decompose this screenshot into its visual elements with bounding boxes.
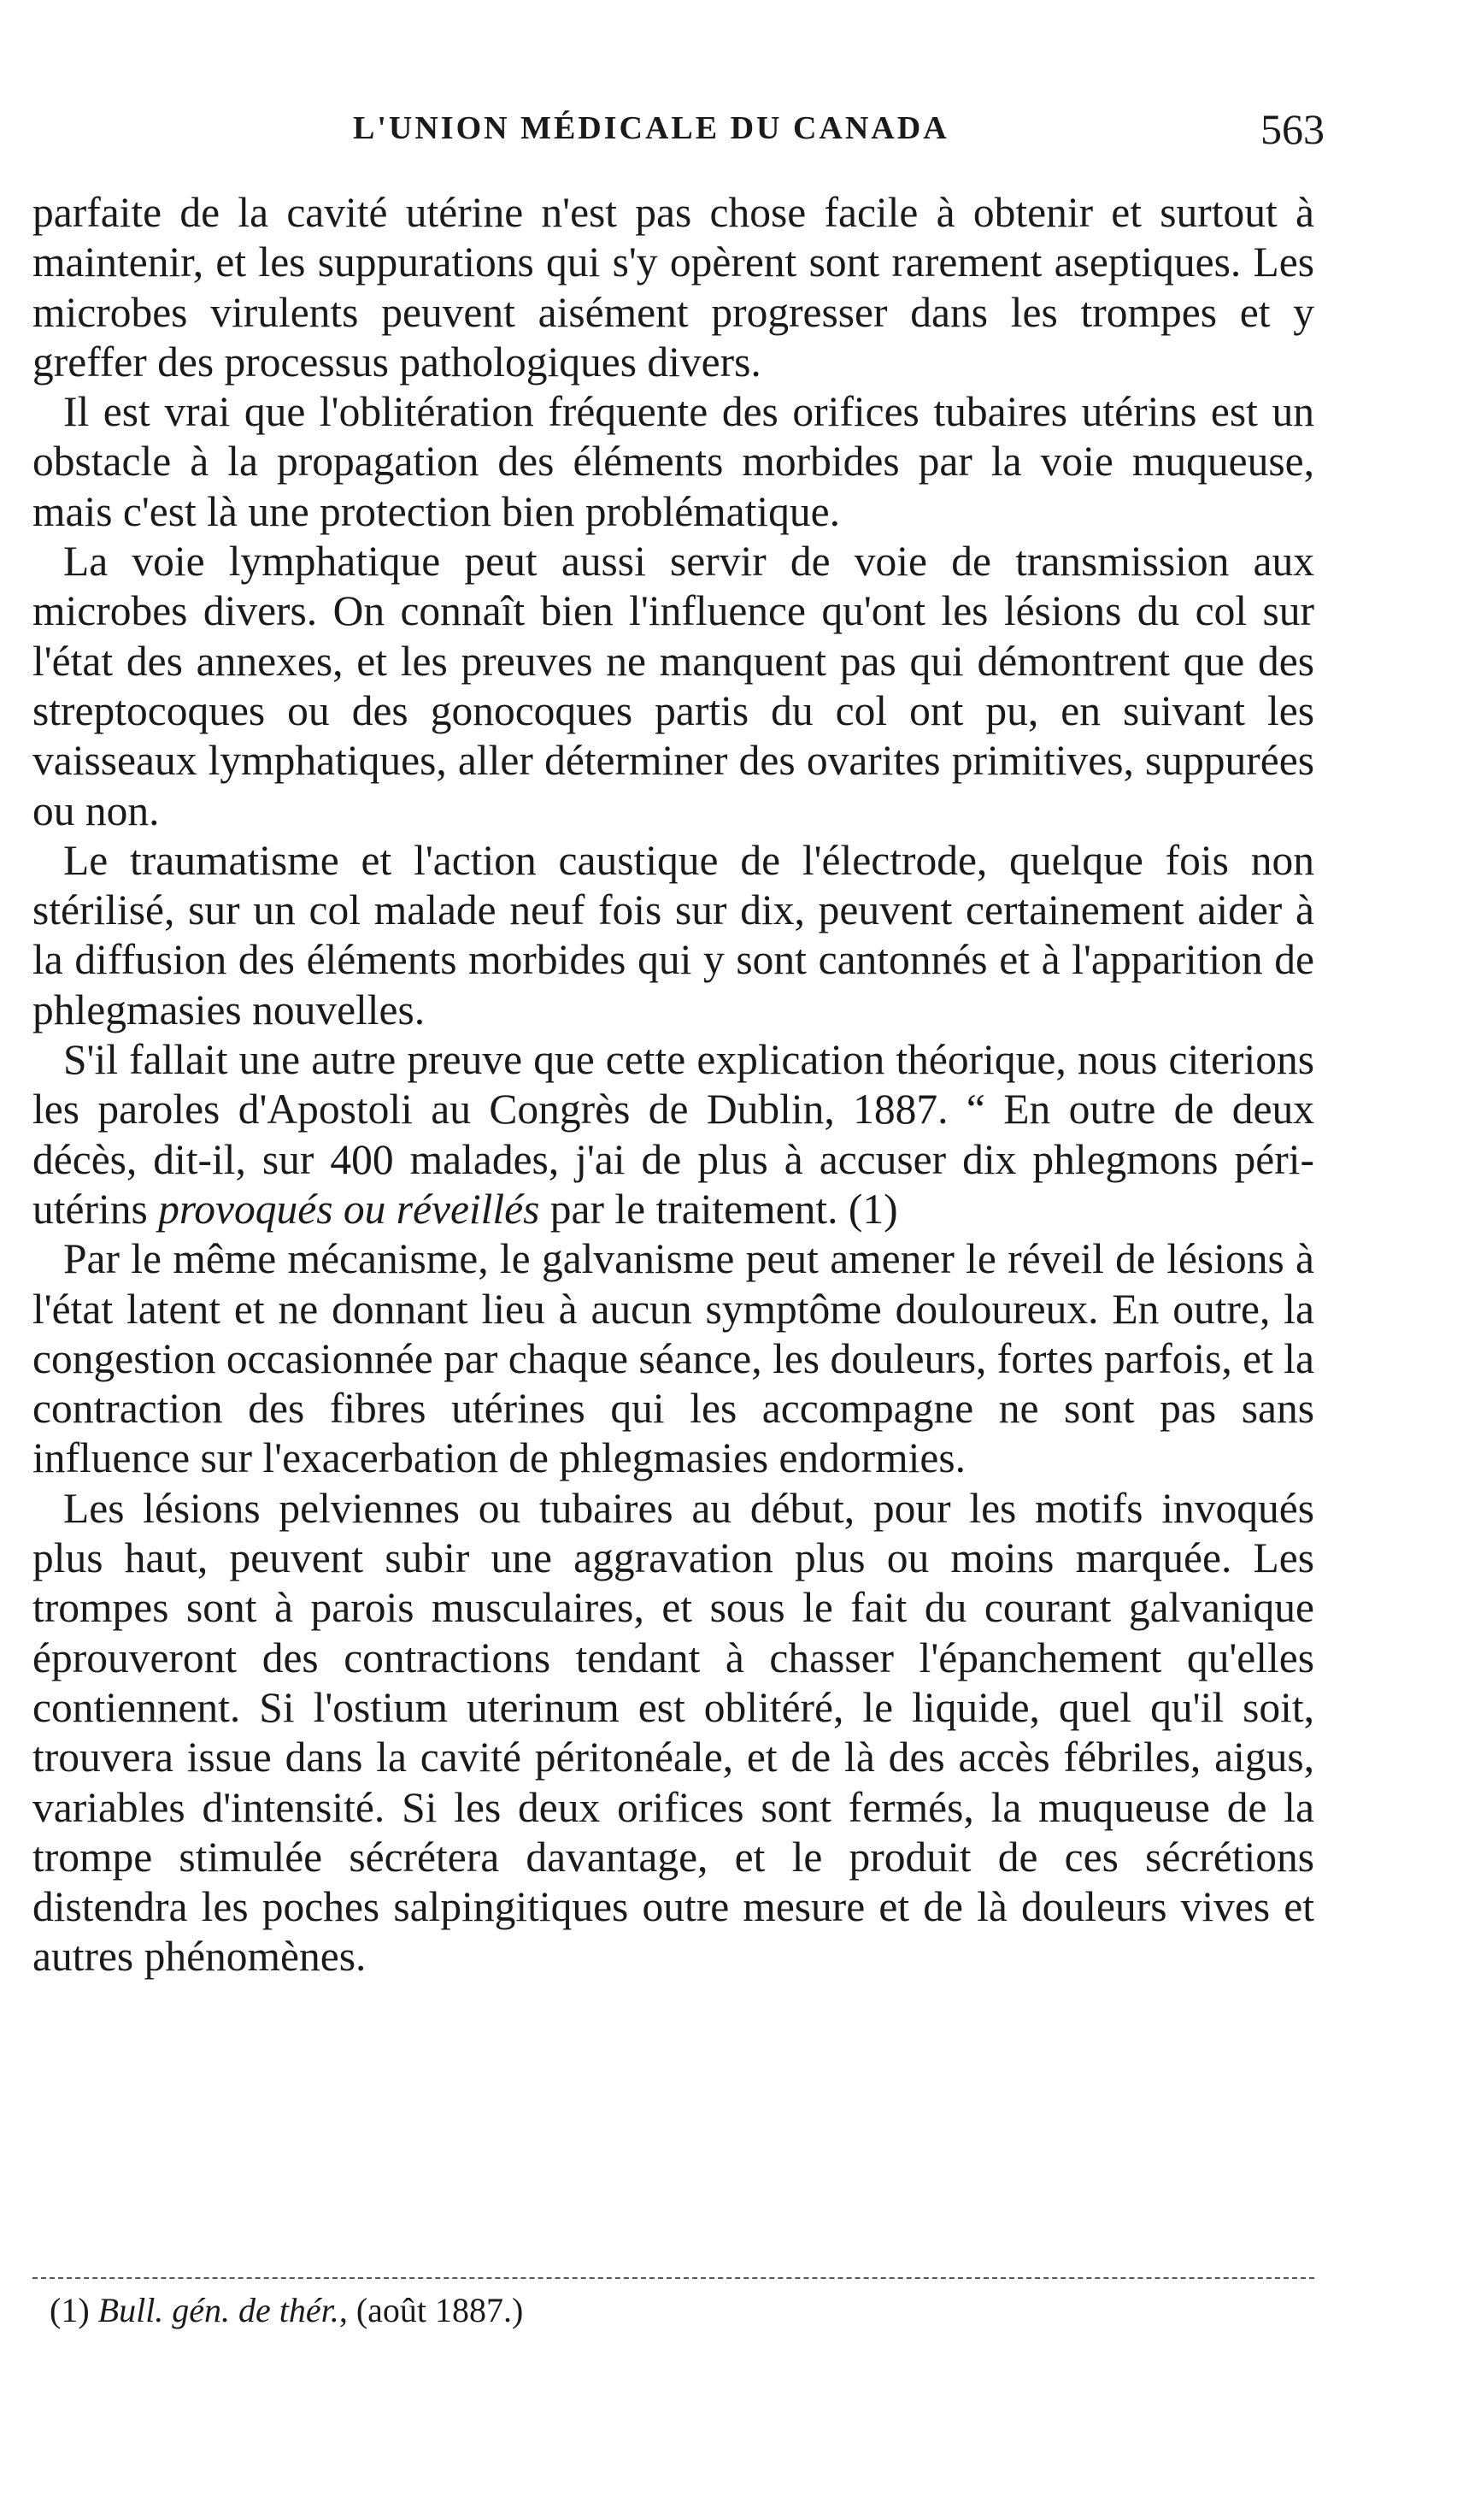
footnote-marker: (1) xyxy=(50,2291,90,2329)
running-title: L'UNION MÉDICALE DU CANADA xyxy=(353,110,949,146)
paragraph: Les lésions pelviennes ou tubaires au début, pour les motifs invoqués plus haut, peuvent subir une aggravation plus ou moins marquée. Les trompes sont à parois musculaires, et sous le fait du courant galvanique éprouveront des contractions tendant à chasser l'épanchement qu'elles contiennent. Si l'ostium uterinum est oblitéré, le liquide, quel qu'il soit, trouvera issue dans la cavité péritonéale, et de là des accès fébriles, aigus, variables d'intensité. Si les deux orifices sont fermés, la muqueuse de la trompe stimulée sécrétera davantage, et le produit de ces sécrétions distendra les poches salpingitiques outre mesure et de là douleurs vives et autres phénomènes. xyxy=(32,1484,1314,1981)
body-text xyxy=(32,188,1314,1982)
paragraph-apostoli-quote xyxy=(32,1035,1314,1234)
paragraph: La voie lymphatique peut aussi servir de voie de transmission aux microbes divers. On connaît bien l'influence qu'ont les lésions du col sur l'état des annexes, et les preuves ne manquent pas qui démontrent que des streptocoques ou des gonocoques partis du col ont pu, en suivant les vaisseaux lymphatiques, aller déterminer des ovarites primitives, suppurées ou non. xyxy=(32,538,1314,834)
page-number: 563 xyxy=(1260,105,1325,153)
paragraph: Il est vrai que l'oblitération fréquente des orifices tubaires utérins est un obstacle à la propagation des éléments morbides par la voie muqueuse, mais c'est là une protection bien problématique. xyxy=(32,388,1314,535)
quote-text: S'il fallait une autre preuve que cette explication théorique, nous citerions les paroles d'Apostoli au Congrès de Dublin, 1887. “ En outre de deux décès, dit-il, sur 400 malades, j'ai de plus à accuser dix phlegmons péri-utérins xyxy=(32,1036,1314,1233)
footnote-citation: Bull. gén. de thér. xyxy=(97,2291,339,2329)
footnote-divider xyxy=(32,2277,1314,2279)
page-header xyxy=(32,105,1325,161)
footnote-date: , (août 1887.) xyxy=(338,2291,524,2329)
paragraph: parfaite de la cavité utérine n'est pas chose facile à obtenir et surtout à maintenir, et les suppurations qui s'y opèrent sont rarement aseptiques. Les microbes virulents peuvent aisément progresser dans les trompes et y greffer des processus pathologiques divers. xyxy=(32,189,1314,386)
paragraph: Le traumatisme et l'action caustique de l'électrode, quelque fois non stérilisé, sur un col malade neuf fois sur dix, peuvent certainement aider à la diffusion des éléments morbides qui y sont cantonnés et à l'apparition de phlegmasies nouvelles. xyxy=(32,836,1314,1033)
quote-emphasis: provoqués ou réveillés xyxy=(158,1185,540,1233)
paragraph: Par le même mécanisme, le galvanisme peut amener le réveil de lésions à l'état latent et ne donnant lieu à aucun symptôme douloureux. En outre, la congestion occasionnée par chaque séance, les douleurs, fortes parfois, et la contraction des fibres utérines qui les accompagne ne sont pas sans influence sur l'exacerbation de phlegmasies endormies. xyxy=(32,1235,1314,1482)
quote-text-end: par le traitement. (1) xyxy=(539,1185,898,1233)
footnote xyxy=(50,2289,523,2332)
